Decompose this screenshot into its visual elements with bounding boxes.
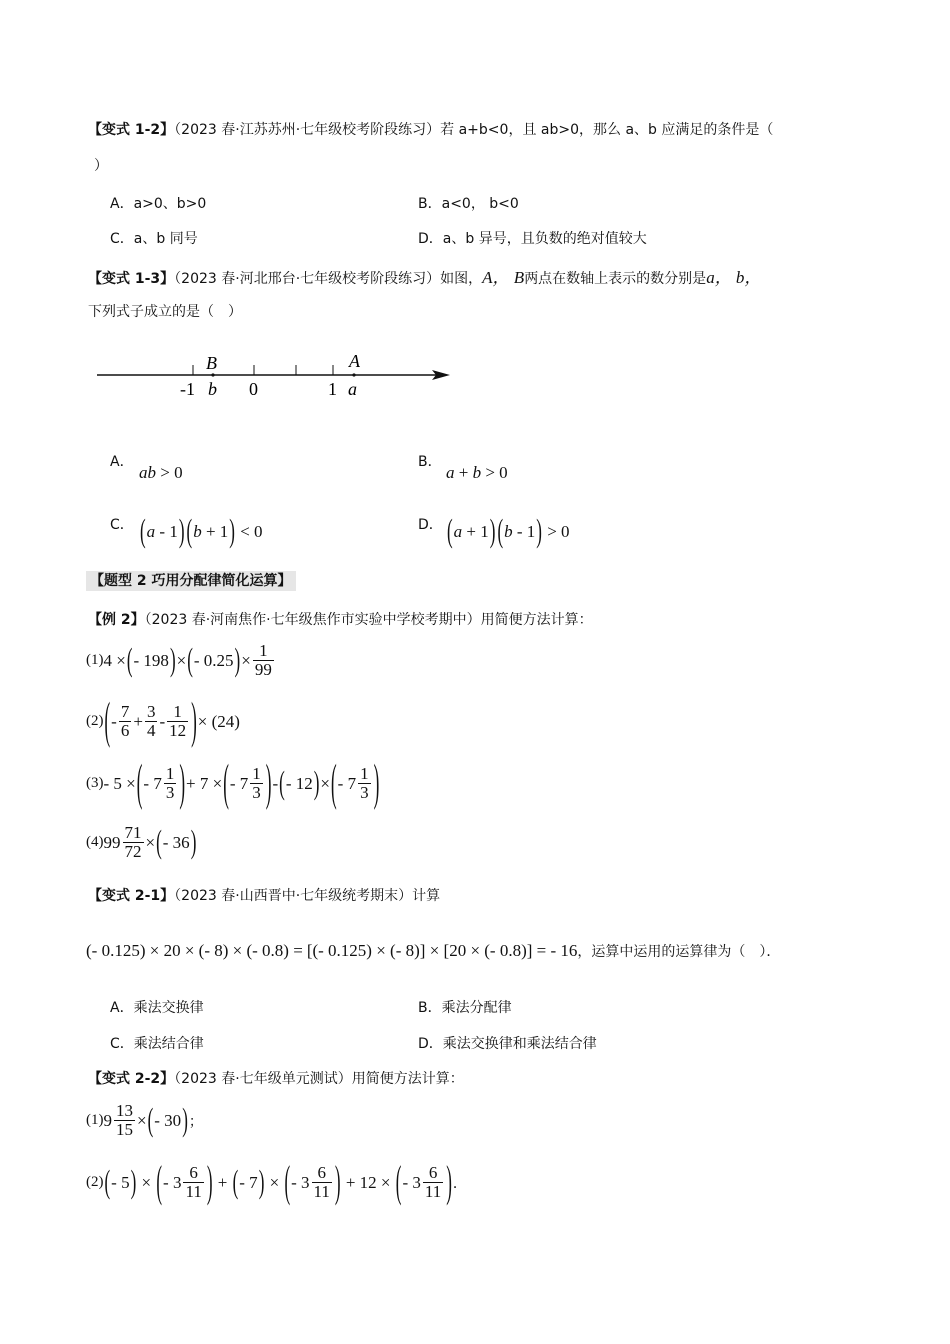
v13-option-a-label: A． bbox=[110, 454, 134, 470]
v13-stem2: 下列式子成立的是（ ） bbox=[88, 304, 242, 320]
ex2-problem-2: (2) ( - $\frac{7}{6}$ + $\frac{3}{4}$ - $\frac{1}{12}$ ) × (24) bbox=[86, 691, 240, 749]
ex2-tag: 【例 2】 bbox=[88, 612, 145, 628]
fraction: $\frac{1}{99}$ bbox=[254, 641, 272, 679]
v13-stem-a: 如图， bbox=[440, 271, 483, 287]
expr-part: - 0.25 bbox=[193, 650, 234, 670]
expr-part: 4 × bbox=[103, 650, 126, 670]
v21-stem-line bbox=[88, 885, 440, 905]
option-label: A． bbox=[110, 1000, 134, 1016]
fraction: $\frac{6}{11}$ bbox=[185, 1163, 202, 1201]
expr-part: - 7 bbox=[143, 773, 162, 793]
fraction: $\frac{1}{3}$ bbox=[360, 764, 369, 802]
option-label: B． bbox=[418, 1000, 442, 1016]
option-text: a<0， b<0 bbox=[441, 196, 519, 212]
label-0: 0 bbox=[249, 379, 258, 399]
v21-option-a bbox=[110, 997, 204, 1017]
option-text: 乘法分配律 bbox=[441, 1000, 512, 1016]
expr-part: 9 bbox=[103, 1110, 112, 1130]
problem-index: (2) bbox=[86, 1174, 104, 1190]
v12-option-c bbox=[110, 228, 198, 248]
label-b: b bbox=[208, 379, 217, 399]
option-text: 乘法交换律 bbox=[133, 1000, 204, 1016]
problem-index: (4) bbox=[86, 834, 104, 850]
fraction: $\frac{1}{3}$ bbox=[252, 764, 261, 802]
v13-points: A， B bbox=[482, 268, 525, 287]
expr-part: × bbox=[176, 650, 187, 670]
v21-stem: 计算 bbox=[412, 888, 441, 904]
expr-end: ； bbox=[188, 1113, 203, 1130]
option-label: A． bbox=[110, 196, 134, 212]
expr-part: × bbox=[241, 650, 251, 670]
ex2-stem: 用简便方法计算： bbox=[480, 612, 593, 628]
v12-source: （2023 春·江苏苏州·七年级校考阶段练习） bbox=[174, 122, 441, 138]
v21-option-d bbox=[418, 1033, 597, 1053]
expr-part: - 30 bbox=[154, 1110, 182, 1130]
v12-option-d bbox=[418, 228, 647, 248]
v21-option-c bbox=[110, 1033, 204, 1053]
v12-stem-line bbox=[88, 119, 773, 139]
v12-tag: 【变式 1-2】 bbox=[88, 122, 175, 138]
ex2-problem-4: (4) 99 $\frac{71}{72}$ × ( - 36 ) bbox=[86, 823, 197, 861]
fraction: $\frac{6}{11}$ bbox=[313, 1163, 330, 1201]
v13-option-c-label: C． bbox=[110, 517, 134, 533]
option-label: D． bbox=[418, 231, 443, 247]
label-A: A bbox=[349, 351, 360, 371]
option-label: D． bbox=[418, 1036, 443, 1052]
v21-option-b bbox=[418, 997, 512, 1017]
expr-part: - 5 × bbox=[103, 773, 136, 793]
expr-part: - 7 bbox=[229, 773, 249, 793]
fraction: $\frac{1}{3}$ bbox=[165, 764, 175, 802]
expr-part: 99 bbox=[103, 832, 121, 852]
fraction: $\frac{6}{11}$ bbox=[424, 1163, 442, 1201]
point-a bbox=[352, 373, 355, 376]
expr-end: ． bbox=[452, 1175, 467, 1192]
label-B: B bbox=[206, 353, 217, 373]
v13-option-d-expr: (a + 1) (b - 1) > 0 bbox=[447, 513, 570, 550]
v12-option-b bbox=[418, 193, 519, 213]
v13-option-b-expr: a + b > 0 bbox=[446, 463, 508, 482]
expr-part: × (24) bbox=[197, 711, 240, 731]
ex2-problem-3: (3) - 5 × ( - 7 $\frac{1}{3}$ ) + 7 × ( - 7 $\frac{1}{3}$ ) - ( - 12 ) × ( - 7 $\frac{1}{3}$ ) bbox=[86, 753, 380, 811]
v13-option-a-expr: ab > 0 bbox=[139, 463, 183, 482]
fraction: $\frac{7}{6}$ bbox=[120, 702, 130, 740]
number-line-figure bbox=[92, 350, 462, 400]
fraction: $\frac{13}{15}$ bbox=[116, 1101, 133, 1139]
v12-stem: 若 a+b<0，且 ab>0，那么 a、b 应满足的条件是（ bbox=[440, 122, 774, 138]
problem-index: (1) bbox=[86, 652, 104, 668]
topic2-heading bbox=[86, 570, 296, 590]
option-text: a、b 同号 bbox=[133, 231, 198, 247]
v21-eq-comma: ， bbox=[577, 944, 592, 960]
fraction: $\frac{3}{4}$ bbox=[146, 702, 156, 740]
problem-index: (2) bbox=[86, 713, 104, 729]
expr-part: - 12 bbox=[285, 773, 313, 793]
v21-source: （2023 春·山西晋中·七年级统考期末） bbox=[174, 888, 413, 904]
v22-source: （2023 春·七年级单元测试） bbox=[174, 1071, 352, 1087]
v13-option-d-label: D． bbox=[418, 517, 443, 533]
label-a: a bbox=[348, 379, 357, 399]
v21-equation bbox=[86, 941, 780, 961]
option-label: B． bbox=[418, 196, 442, 212]
fraction: $\frac{1}{12}$ bbox=[169, 702, 187, 740]
v22-problem-1: (1) 9 $\frac{13}{15}$ × ( - 30 ) ； bbox=[86, 1101, 203, 1139]
v21-eq-tail: 运算中运用的运算律为（ ）． bbox=[591, 944, 781, 960]
option-text: a、b 异号，且负数的绝对值较大 bbox=[442, 231, 647, 247]
point-b bbox=[211, 373, 214, 376]
v21-tag: 【变式 2-1】 bbox=[88, 888, 175, 904]
problem-index: (3) bbox=[86, 775, 104, 791]
problem-index: (1) bbox=[86, 1112, 104, 1128]
v12-stem-end: ） bbox=[94, 158, 108, 174]
v13-vars: a， b， bbox=[706, 268, 762, 287]
ex2-source: （2023 春·河南焦作·七年级焦作市实验中学校考期中） bbox=[144, 612, 481, 628]
option-label: C． bbox=[110, 1036, 134, 1052]
v13-option-b-label: B． bbox=[418, 454, 442, 470]
label-1: 1 bbox=[328, 379, 337, 399]
v13-tag: 【变式 1-3】 bbox=[88, 271, 175, 287]
option-text: 乘法交换律和乘法结合律 bbox=[442, 1036, 597, 1052]
fraction: $\frac{71}{72}$ bbox=[124, 823, 142, 861]
option-text: 乘法结合律 bbox=[133, 1036, 204, 1052]
v22-stem-line bbox=[88, 1068, 464, 1088]
expr-part: - 36 bbox=[162, 832, 190, 852]
v13-stem-line bbox=[88, 263, 761, 288]
v13-stem-b: 两点在数轴上表示的数分别是 bbox=[524, 271, 707, 287]
option-text: a>0、b>0 bbox=[133, 196, 207, 212]
topic2-heading-text: 【题型 2 巧用分配律简化运算】 bbox=[86, 571, 296, 591]
v22-tag: 【变式 2-2】 bbox=[88, 1071, 175, 1087]
v13-source: （2023 春·河北邢台·七年级校考阶段练习） bbox=[174, 271, 441, 287]
v21-eq-mid: [(- 0.125) × (- 8)] × [20 × (- 0.8)] = - 16 bbox=[306, 941, 578, 960]
expr-part: - 7 bbox=[337, 773, 357, 793]
expr-part: + 7 × bbox=[186, 773, 223, 793]
ex2-problem-1: (1) 4 × ( - 198 ) × ( - 0.25 ) × $\frac{1}{99}$ bbox=[86, 641, 272, 679]
label-minus1: -1 bbox=[180, 379, 195, 399]
expr-part: - 198 bbox=[133, 650, 169, 670]
v21-eq-left: (- 0.125) × 20 × (- 8) × (- 0.8) = bbox=[86, 941, 303, 960]
v12-option-a bbox=[110, 193, 206, 213]
v22-stem: 用简便方法计算： bbox=[351, 1071, 464, 1087]
ex2-stem-line bbox=[88, 609, 593, 629]
option-label: C． bbox=[110, 231, 134, 247]
v22-problem-2: (2) ( - 5 ) × ( - 3 $\frac{6}{11}$ ) + ( - 7 ) × ( - 3 $\frac{6}{11}$ ) + 12 × ( - 3 $\frac{6}{11}$ ) ． bbox=[86, 1156, 467, 1206]
v13-option-c-expr: (a - 1) (b + 1) < 0 bbox=[140, 513, 263, 550]
